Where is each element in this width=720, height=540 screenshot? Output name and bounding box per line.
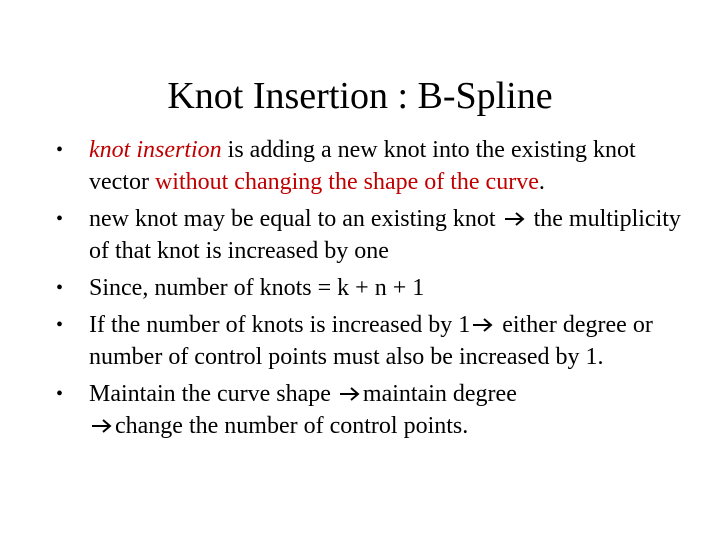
bullet-item-knot-count bbox=[56, 272, 696, 304]
bullet-list bbox=[56, 134, 696, 447]
bullet-marker: • bbox=[56, 139, 64, 161]
bullet-item-multiplicity bbox=[56, 203, 696, 267]
slide-title: Knot Insertion : B-Spline bbox=[167, 75, 553, 117]
right-arrow-icon bbox=[472, 317, 494, 333]
bullet-marker: • bbox=[56, 277, 64, 299]
bullet-text: either degree or number of control points must also be increased by 1. bbox=[89, 312, 653, 370]
bullet-marker: • bbox=[56, 383, 64, 405]
right-arrow-icon bbox=[91, 418, 113, 434]
bullet-text: . bbox=[538, 169, 545, 195]
bullet-item-knot-insertion-definition bbox=[56, 134, 696, 198]
bullet-text: is adding a new knot into the existing knot vector bbox=[89, 137, 636, 195]
bullet-text: Since, number of knots = k + n + 1 bbox=[89, 275, 425, 301]
bullet-text: the multiplicity of that knot is increased by one bbox=[89, 206, 681, 264]
bullet-marker: • bbox=[56, 314, 64, 336]
term-knot-insertion: knot insertion bbox=[89, 137, 222, 163]
emphasis-text: without changing the shape of the curve bbox=[154, 169, 539, 195]
bullet-text: If the number of knots is increased by 1 bbox=[89, 312, 471, 338]
bullet-text: change the number of control points. bbox=[115, 413, 469, 439]
bullet-marker: • bbox=[56, 208, 64, 230]
right-arrow-icon bbox=[339, 386, 361, 402]
bullet-item-increase-knots bbox=[56, 309, 696, 373]
bullet-item-maintain-shape bbox=[56, 378, 696, 442]
bullet-text: Maintain the curve shape bbox=[89, 381, 337, 407]
right-arrow-icon bbox=[504, 211, 526, 227]
bullet-text: maintain degree bbox=[362, 381, 517, 407]
bullet-text: new knot may be equal to an existing knot bbox=[89, 206, 502, 232]
